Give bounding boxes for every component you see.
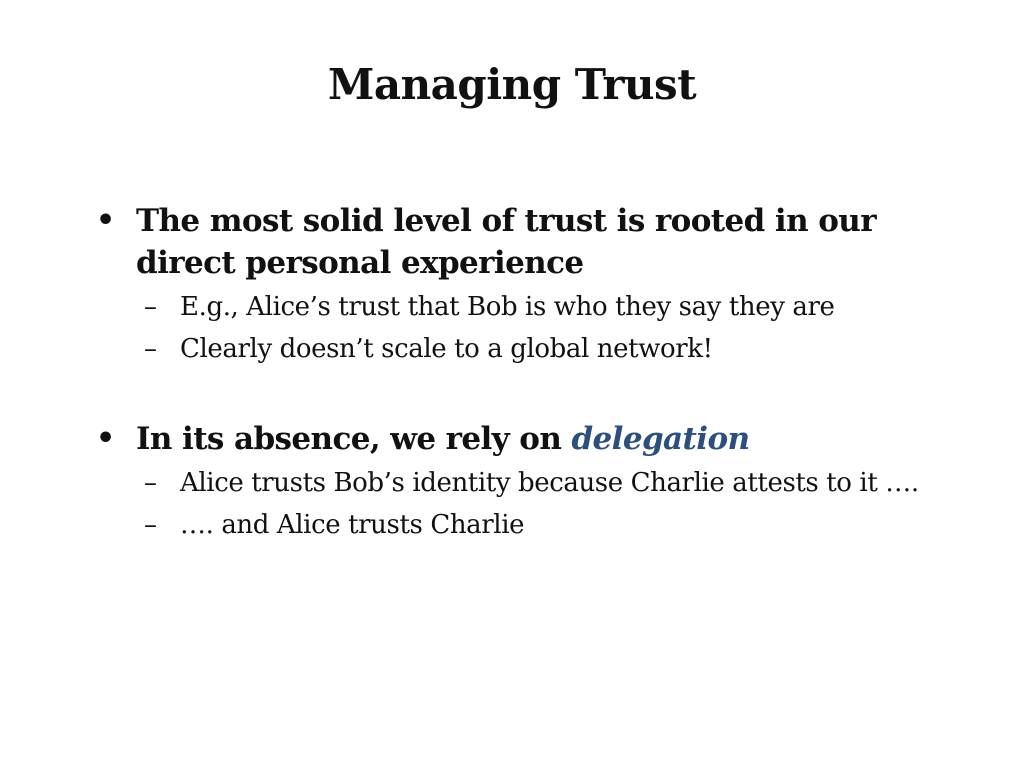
sub-text: E.g., Alice’s trust that Bob is who they say they are	[180, 292, 835, 322]
bullet-accent-text: delegation	[571, 421, 750, 457]
sub-text: Clearly doesn’t scale to a global network!	[180, 334, 713, 364]
sub-marker: –	[144, 468, 157, 498]
bullet-list	[96, 200, 936, 546]
sub-text: …. and Alice trusts Charlie	[180, 510, 525, 540]
sub-text: Alice trusts Bob’s identity because Charlie attests to it ….	[180, 468, 919, 498]
sub-list	[144, 286, 936, 370]
bullet-marker: •	[96, 421, 116, 456]
spacer	[96, 370, 936, 418]
bullet-text-lead: In its absence, we rely on	[136, 421, 572, 457]
bullet-text: The most solid level of trust is rooted in our direct personal experience	[136, 203, 876, 281]
sub-marker: –	[144, 510, 157, 540]
slide-title: Managing Trust	[327, 60, 697, 109]
bullet-item	[96, 418, 936, 460]
sub-item	[144, 462, 936, 504]
sub-list	[144, 462, 936, 546]
sub-marker: –	[144, 334, 157, 364]
sub-item	[144, 504, 936, 546]
sub-marker: –	[144, 292, 157, 322]
bullet-item	[96, 200, 936, 284]
sub-item	[144, 286, 936, 328]
bullet-text	[136, 418, 749, 460]
bullet-marker: •	[96, 203, 116, 238]
sub-item	[144, 328, 936, 370]
